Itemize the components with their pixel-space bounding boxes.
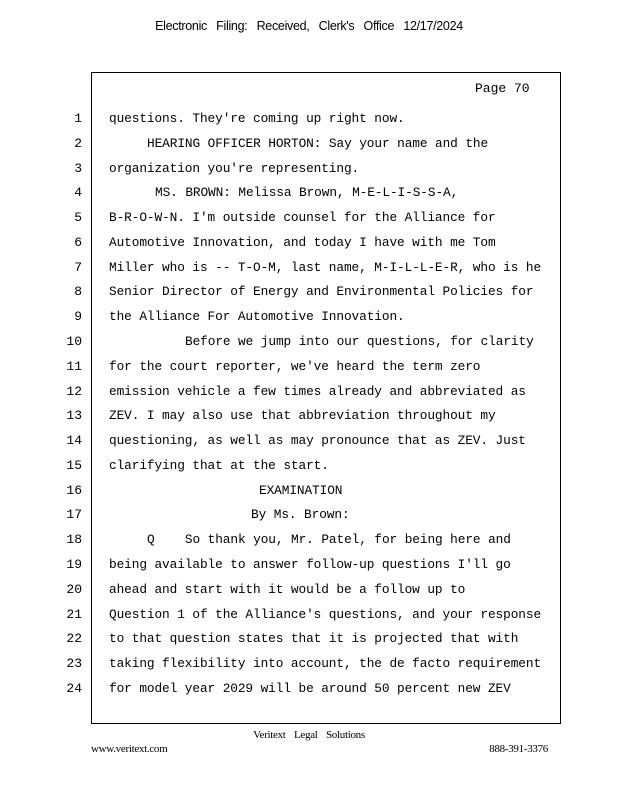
transcript-line: HEARING OFFICER HORTON: Say your name and the [147,135,489,151]
transcript-line: Q So thank you, Mr. Patel, for being here and [147,532,511,548]
page-number: Page 70 [475,81,530,96]
footer-phone: 888-391-3376 [489,743,548,755]
line-number: 3 [74,160,82,176]
line-number: 21 [66,606,82,622]
line-number: 17 [66,507,82,523]
transcript-line: Senior Director of Energy and Environmental Policies for [109,284,534,300]
line-number: 7 [74,259,82,275]
transcript-line: ZEV. I may also use that abbreviation throughout my [109,408,496,424]
transcript-line: B-R-O-W-N. I'm outside counsel for the Alliance for [109,210,496,226]
line-number: 6 [74,234,82,250]
transcript-line: ahead and start with it would be a follow up to [109,581,466,597]
line-number: 23 [66,656,82,672]
line-number: 22 [66,631,82,647]
line-number: 18 [66,532,82,548]
line-number: 8 [74,284,82,300]
transcript-line: being available to answer follow-up questions I'll go [109,557,511,573]
transcript-line: Before we jump into our questions, for clarity [185,334,534,350]
line-number: 24 [66,680,82,696]
line-number: 16 [66,482,82,498]
line-number: 11 [66,358,82,374]
footer-website: www.veritext.com [91,743,168,755]
transcript-line: questions. They're coming up right now. [109,111,405,126]
transcript-line: MS. BROWN: Melissa Brown, M-E-L-I-S-S-A, [155,185,459,201]
transcript-line: for the court reporter, we've heard the term zero [109,358,481,374]
footer-company: Veritext Legal Solutions [253,729,365,741]
line-number: 13 [66,408,82,424]
filing-stamp-header: Electronic Filing: Received, Clerk's Office 12/17/2024 [155,19,463,33]
transcript-line: the Alliance For Automotive Innovation. [109,309,405,325]
transcript-line: Question 1 of the Alliance's questions, and your response [109,606,542,622]
transcript-line: taking flexibility into account, the de facto requirement [109,656,542,672]
transcript-line: Automotive Innovation, and today I have with me Tom [109,234,496,250]
line-number: 5 [74,210,82,226]
line-number: 12 [66,383,82,399]
line-number: 14 [66,433,82,449]
line-number: 10 [66,334,82,350]
line-number: 19 [66,557,82,573]
transcript-line: to that question states that it is projected that with [109,631,519,647]
line-number: 15 [66,457,82,473]
transcript-line: EXAMINATION [259,482,343,498]
transcript-line: emission vehicle a few times already and abbreviated as [109,383,526,399]
line-number: 9 [74,309,82,325]
line-number: 2 [74,135,82,151]
line-number: 20 [66,581,82,597]
line-number: 1 [74,111,82,126]
transcript-line: Miller who is -- T-O-M, last name, M-I-L-L-E-R, who is he [109,259,542,275]
transcript-line: for model year 2029 will be around 50 percent new ZEV [109,680,511,696]
line-number: 4 [74,185,82,201]
transcript-line: By Ms. Brown: [251,507,350,523]
transcript-line: questioning, as well as may pronounce that as ZEV. Just [109,433,526,449]
transcript-line: organization you're representing. [109,160,360,176]
transcript-line: clarifying that at the start. [109,457,329,473]
